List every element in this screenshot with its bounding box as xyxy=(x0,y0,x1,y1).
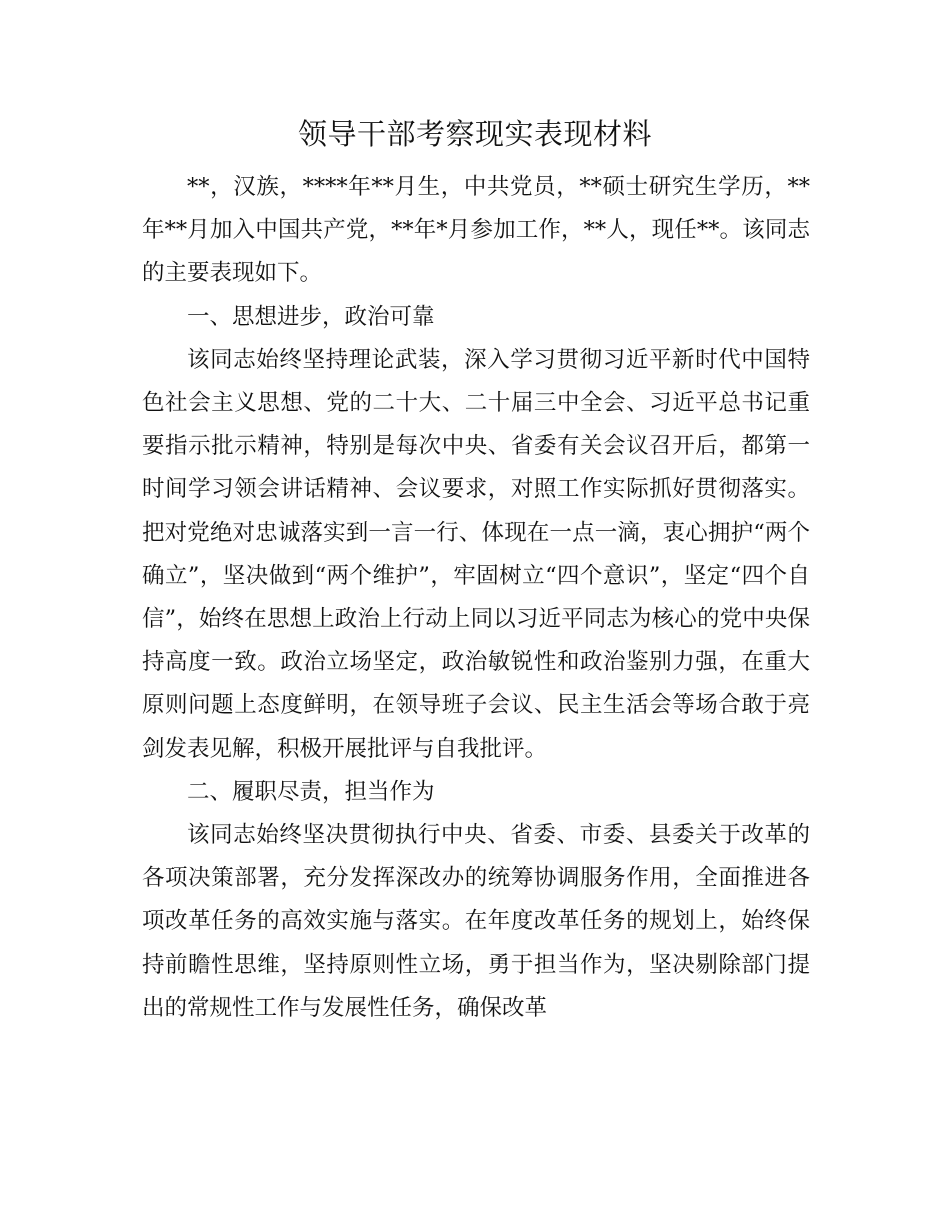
document-title: 领导干部考察现实表现材料 xyxy=(297,117,652,151)
intro-paragraph: **，汉族，****年**月生，中共党员，**硕士研究生学历，**年**月加入中国共产党，**年*月参加工作，**人，现任**。该同志的主要表现如下。 xyxy=(142,174,810,287)
document-body xyxy=(142,166,810,1030)
body-paragraph-2: 该同志始终坚决贯彻执行中央、省委、市委、县委关于改革的各项决策部署，充分发挥深改办的统筹协调服务作用，全面推进各项改革任务的高效实施与落实。在年度改革任务的规划上，始终保持前瞻性思维，坚持原则性立场，勇于担当作为，坚决剔除部门提出的常规性工作与发展性任务，确保改革 xyxy=(142,822,810,1021)
body-paragraph-1: 该同志始终坚持理论武装，深入学习贯彻习近平新时代中国特色社会主义思想、党的二十大、二十届三中全会、习近平总书记重要指示批示精神，特别是每次中央、省委有关会议召开后，都第一时间学习领会讲话精神、会议要求，对照工作实际抓好贯彻落实。把对党绝对忠诚落实到一言一行、体现在一点一滴，衷心拥护“两个确立”，坚决做到“两个维护”，牢固树立“四个意识”，坚定“四个自信”，始终在思想上政治上行动上同以习近平同志为核心的党中央保持高度一致。政治立场坚定，政治敏锐性和政治鉴别力强，在重大原则问题上态度鲜明，在领导班子会议、民主生活会等场合敢于亮剑发表见解，积极开展批评与自我批评。 xyxy=(142,346,810,762)
section-heading-1: 一、思想进步，政治可靠 xyxy=(187,303,435,330)
section-heading-2: 二、履职尽责，担当作为 xyxy=(187,778,435,805)
